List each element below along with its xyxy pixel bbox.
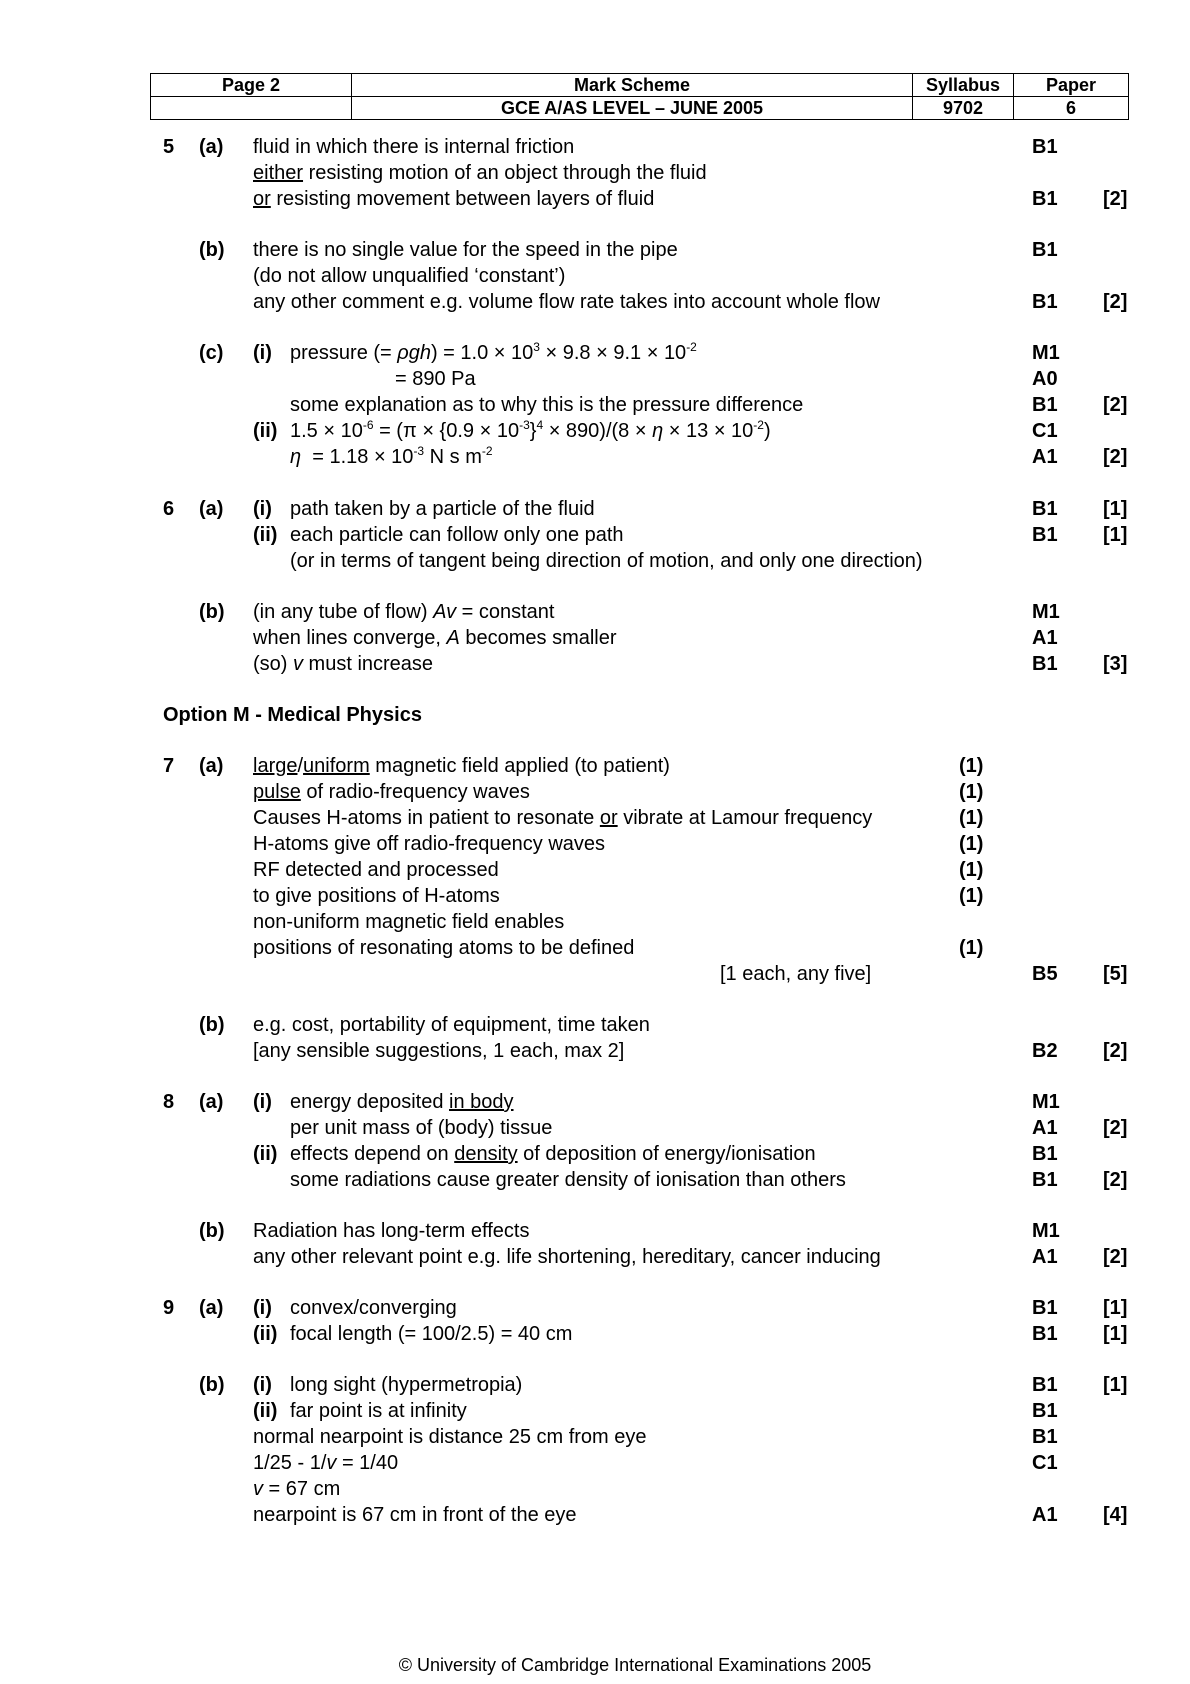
question-number: 5 (163, 136, 175, 158)
mark-code: A1 (1032, 1246, 1058, 1268)
part-label: (a) (199, 136, 224, 158)
mark-code: M1 (1032, 1220, 1060, 1242)
answer-text: to give positions of H-atoms (253, 885, 500, 907)
mark-code: B1 (1032, 239, 1058, 261)
mark-code: B1 (1032, 1374, 1058, 1396)
answer-text: = 890 Pa (395, 368, 476, 390)
mark-code: B1 (1032, 1400, 1058, 1422)
answer-text: (so) v must increase (253, 653, 434, 675)
mark-code: B1 (1032, 1169, 1058, 1191)
answer-text: large/uniform magnetic field applied (to patient) (253, 755, 670, 777)
answer-text: e.g. cost, portability of equipment, time taken (253, 1014, 650, 1036)
answer-text: [1 each, any five] (720, 963, 872, 985)
mark-code: B1 (1032, 498, 1058, 520)
mark-code: A0 (1032, 368, 1058, 390)
answer-text: (do not allow unqualified ‘constant’) (253, 265, 566, 287)
question-number: 8 (163, 1091, 175, 1113)
subpart-label: (ii) (253, 524, 278, 546)
answer-text: pressure (= $\rho gh) = 1.0 \times 10^3 \times 9.8 \times 9.1 \times 10^{-2}$ (290, 340, 697, 364)
answer-text: any other comment e.g. volume flow rate takes into account whole flow (253, 291, 880, 313)
subpart-label: (i) (253, 1091, 272, 1113)
mark-total: [2] (1103, 1117, 1128, 1139)
mark-code: A1 (1032, 627, 1058, 649)
sub-mark: (1) (959, 937, 984, 959)
answer-text: $\eta = 1.18 \times 10^{-3}$ N s $m^{-2}$ (290, 444, 493, 468)
answer-text: Option M - Medical Physics (163, 704, 422, 726)
answer-text: non-uniform magnetic field enables (253, 911, 565, 933)
mark-code: M1 (1032, 601, 1060, 623)
answer-text: (in any tube of flow) Av = constant (253, 601, 555, 623)
page-label: Page 2 (151, 74, 352, 97)
mark-total: [1] (1103, 1297, 1128, 1319)
document-subtitle: GCE A/AS LEVEL – JUNE 2005 (352, 97, 913, 120)
subpart-label: (ii) (253, 1143, 278, 1165)
sub-mark: (1) (959, 833, 984, 855)
mark-code: C1 (1032, 420, 1058, 442)
question-number: 7 (163, 755, 175, 777)
mark-code: C1 (1032, 1452, 1058, 1474)
mark-code: A1 (1032, 446, 1058, 468)
answer-text: some radiations cause greater density of ionisation than others (290, 1169, 846, 1191)
answer-text: either resisting motion of an object through the fluid (253, 162, 707, 184)
mark-total: [1] (1103, 1374, 1128, 1396)
mark-total: [1] (1103, 498, 1128, 520)
mark-total: [2] (1103, 291, 1128, 313)
mark-total: [4] (1103, 1504, 1128, 1526)
mark-total: [2] (1103, 1040, 1128, 1062)
part-label: (b) (199, 239, 225, 261)
mark-total: [5] (1103, 963, 1128, 985)
answer-text: effects depend on density of deposition of energy/ionisation (290, 1143, 816, 1165)
part-label: (a) (199, 755, 224, 777)
answer-text: Causes H-atoms in patient to resonate or vibrate at Lamour frequency (253, 807, 873, 829)
part-label: (b) (199, 1374, 225, 1396)
mark-code: B1 (1032, 1143, 1058, 1165)
copyright-footer: © University of Cambridge International Examinations 2005 (398, 1655, 872, 1675)
sub-mark: (1) (959, 781, 984, 803)
part-label: (a) (199, 498, 224, 520)
mark-code: A1 (1032, 1117, 1058, 1139)
answer-text: convex/converging (290, 1297, 457, 1319)
mark-code: B5 (1032, 963, 1058, 985)
answer-text: per unit mass of (body) tissue (290, 1117, 553, 1139)
answer-text: energy deposited in body (290, 1091, 514, 1113)
answer-text: RF detected and processed (253, 859, 499, 881)
subpart-label: (i) (253, 1374, 272, 1396)
answer-text: path taken by a particle of the fluid (290, 498, 595, 520)
answer-text: 1/25 - 1/v = 1/40 (253, 1452, 399, 1474)
answer-text: when lines converge, A becomes smaller (253, 627, 617, 649)
document-title: Mark Scheme (352, 74, 913, 97)
answer-text: each particle can follow only one path (290, 524, 624, 546)
paper-label: Paper (1014, 74, 1129, 97)
answer-text: pulse of radio-frequency waves (253, 781, 530, 803)
part-label: (a) (199, 1091, 224, 1113)
answer-text: or resisting movement between layers of fluid (253, 188, 655, 210)
subpart-label: (ii) (253, 1323, 278, 1345)
sub-mark: (1) (959, 755, 984, 777)
mark-total: [3] (1103, 653, 1128, 675)
subpart-label: (i) (253, 1297, 272, 1319)
answer-text: nearpoint is 67 cm in front of the eye (253, 1504, 577, 1526)
mark-code: B1 (1032, 1426, 1058, 1448)
mark-code: B1 (1032, 1323, 1058, 1345)
answer-text: [any sensible suggestions, 1 each, max 2] (253, 1040, 625, 1062)
mark-code: M1 (1032, 1091, 1060, 1113)
mark-code: B1 (1032, 1297, 1058, 1319)
answer-text: some explanation as to why this is the pressure difference (290, 394, 804, 416)
header-table (150, 73, 1129, 120)
mark-total: [2] (1103, 446, 1128, 468)
answer-text: Radiation has long-term effects (253, 1220, 530, 1242)
answer-text: there is no single value for the speed in the pipe (253, 239, 678, 261)
subpart-label: (i) (253, 498, 272, 520)
subpart-label: (ii) (253, 1400, 278, 1422)
header-empty-cell (151, 97, 352, 120)
sub-mark: (1) (959, 807, 984, 829)
part-label: (b) (199, 601, 225, 623)
answer-text: (or in terms of tangent being direction of motion, and only one direction) (290, 550, 923, 572)
mark-code: B1 (1032, 394, 1058, 416)
sub-mark: (1) (959, 859, 984, 881)
mark-total: [2] (1103, 1246, 1128, 1268)
mark-total: [2] (1103, 1169, 1128, 1191)
paper-number: 6 (1014, 97, 1129, 120)
syllabus-label: Syllabus (913, 74, 1014, 97)
part-label: (c) (199, 342, 224, 364)
mark-code: B1 (1032, 136, 1058, 158)
part-label: (b) (199, 1014, 225, 1036)
answer-text: fluid in which there is internal friction (253, 136, 575, 158)
mark-total: [2] (1103, 394, 1128, 416)
mark-code: A1 (1032, 1504, 1058, 1526)
subpart-label: (ii) (253, 420, 278, 442)
syllabus-code: 9702 (913, 97, 1014, 120)
answer-text: far point is at infinity (290, 1400, 467, 1422)
mark-code: B1 (1032, 524, 1058, 546)
answer-text: $1.5 \times 10^{-6} = (\pi \times \{0.9 \times 10^{-3}\}^4 \times 890)/(8 \times \eta \times 13 \times 10^{-2})$ (290, 418, 771, 442)
answer-text: focal length (= 100/2.5) = 40 cm (290, 1323, 573, 1345)
mark-total: [1] (1103, 1323, 1128, 1345)
mark-code: M1 (1032, 342, 1060, 364)
answer-text: v = 67 cm (253, 1478, 341, 1500)
answer-text: normal nearpoint is distance 25 cm from eye (253, 1426, 647, 1448)
question-number: 6 (163, 498, 175, 520)
part-label: (b) (199, 1220, 225, 1242)
question-number: 9 (163, 1297, 175, 1319)
answer-text: positions of resonating atoms to be defined (253, 937, 635, 959)
answer-text: H-atoms give off radio-frequency waves (253, 833, 606, 855)
answer-text: any other relevant point e.g. life shortening, hereditary, cancer inducing (253, 1246, 881, 1268)
answer-text: long sight (hypermetropia) (290, 1374, 523, 1396)
mark-total: [1] (1103, 524, 1128, 546)
part-label: (a) (199, 1297, 224, 1319)
subpart-label: (i) (253, 342, 272, 364)
mark-code: B1 (1032, 188, 1058, 210)
mark-code: B1 (1032, 291, 1058, 313)
mark-total: [2] (1103, 188, 1128, 210)
mark-code: B1 (1032, 653, 1058, 675)
sub-mark: (1) (959, 885, 984, 907)
mark-code: B2 (1032, 1040, 1058, 1062)
